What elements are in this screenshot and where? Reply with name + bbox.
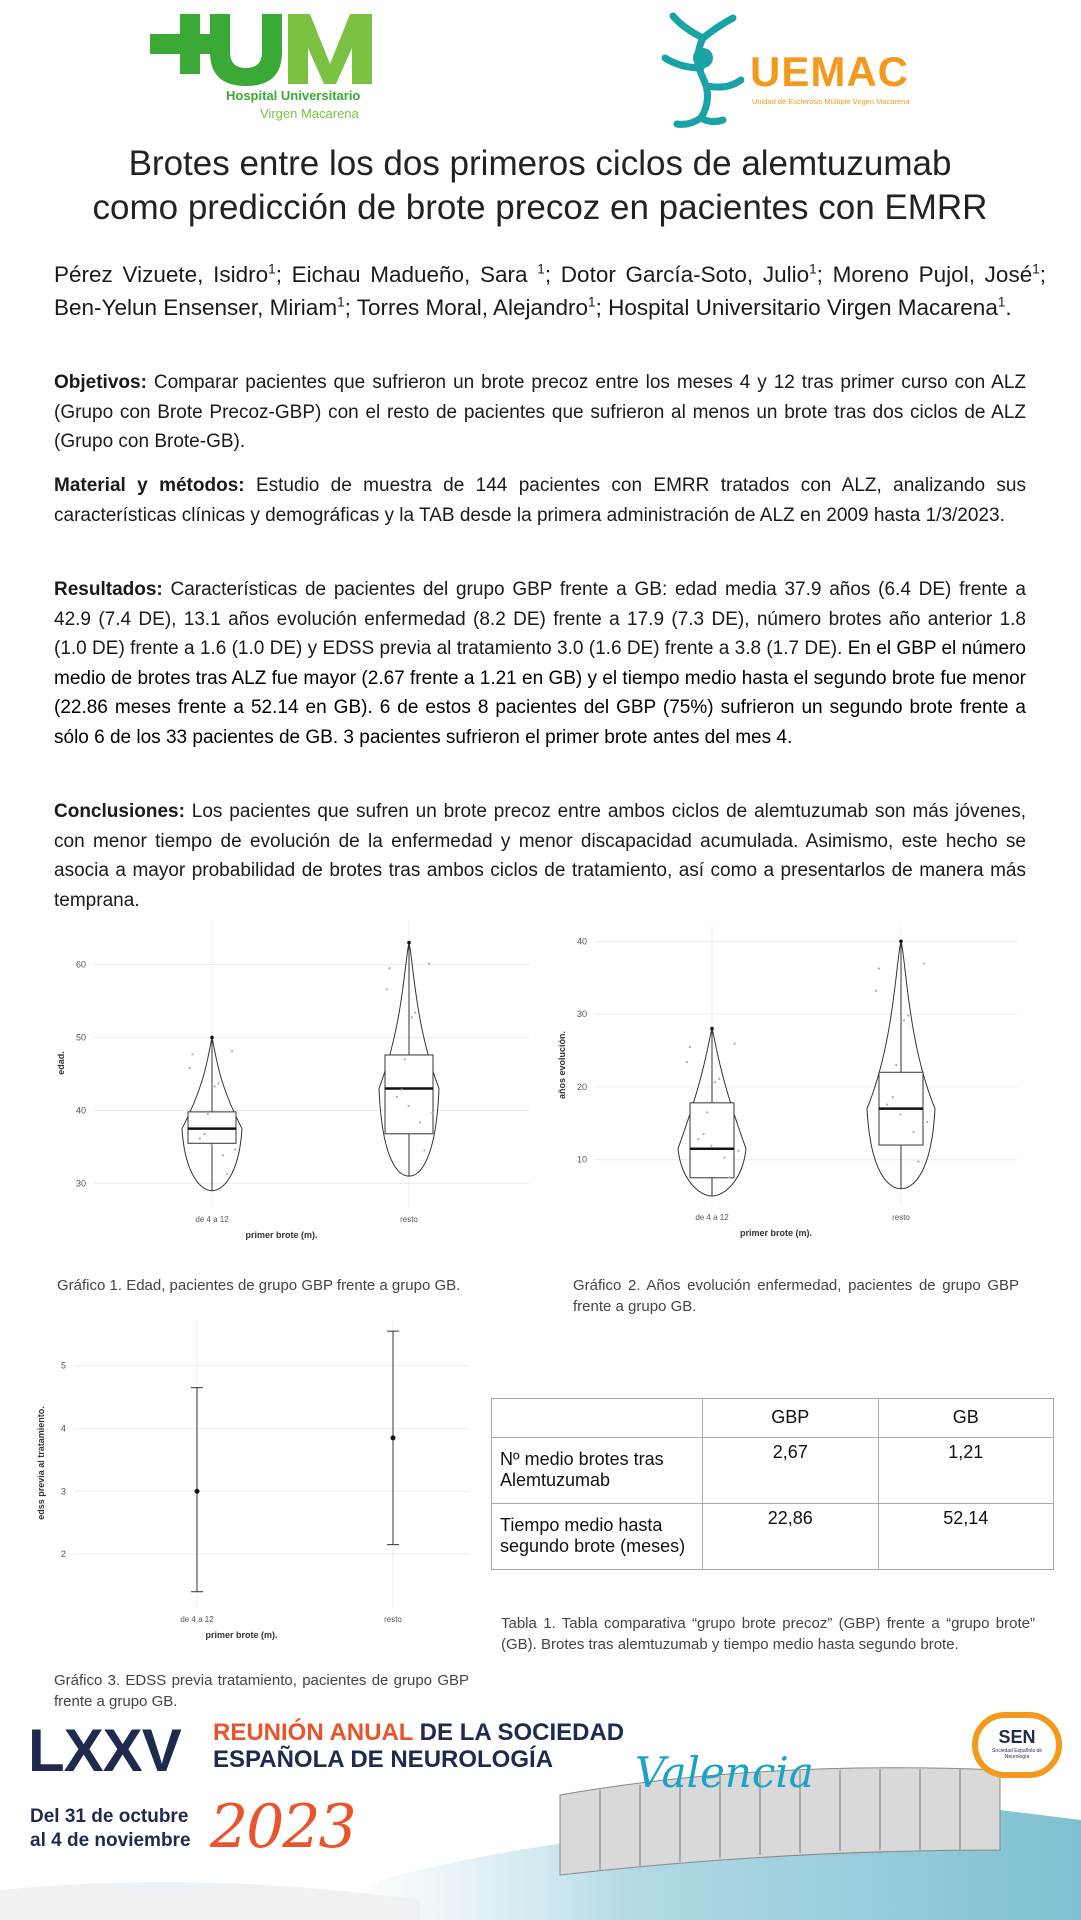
conclusiones-label: Conclusiones: bbox=[54, 801, 185, 822]
data-point bbox=[210, 1144, 212, 1146]
data-point bbox=[723, 1156, 725, 1158]
y-tick-label: 5 bbox=[60, 1360, 66, 1371]
y-tick-label: 60 bbox=[75, 959, 86, 970]
table-row-label: Nº medio brotes tras Alemtuzumab bbox=[492, 1437, 703, 1503]
affiliation-mark: 1 bbox=[268, 261, 276, 277]
affiliation-mark: 1 bbox=[1032, 261, 1040, 277]
congress-banner bbox=[0, 1700, 1081, 1920]
data-point bbox=[423, 1149, 425, 1151]
page-title bbox=[40, 142, 1040, 230]
max-point bbox=[710, 1027, 714, 1031]
table-row-label: Tiempo medio hasta segundo brote (meses) bbox=[492, 1503, 703, 1569]
banner-line-2: ESPAÑOLA DE NEUROLOGÍA bbox=[213, 1746, 554, 1773]
comparison-table bbox=[491, 1398, 1054, 1570]
sen-subtitle: Sociedad Española de Neurología bbox=[991, 1748, 1043, 1760]
table-cell-gb: 1,21 bbox=[878, 1437, 1054, 1503]
y-tick-label: 40 bbox=[576, 936, 587, 947]
author-6: ; Torres Moral, Alejandro bbox=[344, 295, 589, 320]
author-5: ; Ben-Yelun Ensenser, Miriam bbox=[54, 262, 1046, 320]
x-axis-label: primer brote (m). bbox=[205, 1630, 278, 1640]
banner-city: Valencia bbox=[635, 1748, 814, 1797]
data-point bbox=[886, 1103, 888, 1105]
data-point bbox=[386, 988, 388, 990]
conclusiones-text: Los pacientes que sufren un brote precoz entre ambos ciclos de alemtuzumab son más jóvenes, con menor tiempo de evolución de la enfermedad y menor discapacidad acumulada. Asimismo, este hecho se asocia a mayor probabilidad de brotes tras ambos ciclos de tratamiento, así como a presentarlos de manera más temprana. bbox=[54, 801, 1026, 911]
banner-line-1 bbox=[213, 1719, 624, 1747]
data-point bbox=[199, 1138, 201, 1140]
data-point bbox=[734, 1043, 736, 1045]
data-point bbox=[899, 1113, 901, 1115]
x-tick-label: resto bbox=[892, 1213, 910, 1222]
banner-numeral: LXXV bbox=[28, 1717, 181, 1784]
box bbox=[690, 1103, 734, 1178]
y-axis-label: edad. bbox=[56, 1051, 66, 1075]
data-point bbox=[407, 1105, 409, 1107]
data-point bbox=[907, 1014, 909, 1016]
x-tick-label: resto bbox=[384, 1615, 402, 1624]
section-material bbox=[54, 471, 1026, 530]
max-point bbox=[899, 939, 903, 943]
uemac-logo bbox=[655, 8, 935, 133]
mean-point bbox=[391, 1435, 396, 1440]
banner-dates-1: Del 31 de octubre bbox=[30, 1806, 189, 1827]
x-axis-label: primer brote (m). bbox=[245, 1230, 318, 1240]
y-axis-label: edss previa al tratamiento. bbox=[36, 1406, 46, 1520]
y-tick-label: 3 bbox=[60, 1486, 66, 1497]
uemac-neuron-icon bbox=[655, 8, 750, 133]
mean-point bbox=[195, 1489, 200, 1494]
data-point bbox=[404, 1058, 406, 1060]
x-tick-label: de 4 a 12 bbox=[695, 1213, 729, 1222]
data-point bbox=[710, 1145, 712, 1147]
data-point bbox=[706, 1111, 708, 1113]
data-point bbox=[396, 1096, 398, 1098]
y-tick-label: 10 bbox=[576, 1154, 587, 1165]
data-point bbox=[189, 1067, 191, 1069]
data-point bbox=[401, 1089, 403, 1091]
table-cell-gb: 52,14 bbox=[878, 1503, 1054, 1569]
uemac-subtitle: Unidad de Esclerosis Múltiple Virgen Macarena bbox=[752, 97, 910, 106]
data-point bbox=[222, 1154, 224, 1156]
resultados-label: Resultados: bbox=[54, 579, 163, 600]
x-tick-label: de 4 a 12 bbox=[180, 1615, 214, 1624]
banner-line-1b: DE LA SOCIEDAD bbox=[413, 1719, 625, 1746]
table-header-cell: GBP bbox=[703, 1399, 879, 1438]
data-point bbox=[728, 1176, 730, 1178]
table-row bbox=[492, 1503, 1054, 1569]
table-header-cell: GB bbox=[878, 1399, 1054, 1438]
author-2: ; Eichau Madueño, Sara bbox=[275, 262, 538, 287]
data-point bbox=[204, 1133, 206, 1135]
objetivos-text: Comparar pacientes que sufrieron un brote precoz entre los meses 4 y 12 tras primer curso con ALZ (Grupo con Brote Precoz-GBP) con el resto de pacientes que sufrieron al menos un brote tras dos ciclos de ALZ (Grupo con Brote-GB). bbox=[54, 372, 1026, 452]
sen-mark: SEN bbox=[998, 1727, 1036, 1747]
x-axis-label: primer brote (m). bbox=[739, 1228, 813, 1238]
banner-line-1a: REUNIÓN ANUAL bbox=[213, 1719, 414, 1746]
data-point bbox=[703, 1133, 705, 1135]
data-point bbox=[231, 1050, 233, 1052]
banner-dates-2: al 4 de noviembre bbox=[30, 1830, 191, 1851]
data-point bbox=[923, 962, 925, 964]
data-point bbox=[414, 1012, 416, 1014]
data-point bbox=[912, 1131, 914, 1133]
x-tick-label: resto bbox=[400, 1215, 418, 1224]
data-point bbox=[697, 1138, 699, 1140]
section-resultados bbox=[54, 575, 1026, 752]
uemac-mark: UEMAC bbox=[750, 48, 909, 95]
author-4: ; Moreno Pujol, José bbox=[816, 262, 1033, 287]
data-point bbox=[917, 1160, 919, 1162]
huvm-mark bbox=[148, 12, 378, 87]
data-point bbox=[875, 990, 877, 992]
data-point bbox=[207, 1113, 209, 1115]
table-row bbox=[492, 1437, 1054, 1503]
resultados-text-2: En el GBP el número medio de brotes tras ALZ fue mayor (2.67 frente a 1.21 en GB) y el tiempo medio hasta el segundo brote fue menor (22.86 meses frente a 52.14 en GB). 6 de estos 8 pacientes del GBP (75%) sufrieron un segundo brote frente a sólo 6 de los 33 pacientes de GB. 3 pacientes sufrieron el primer brote antes del mes 4. bbox=[54, 638, 1026, 748]
y-tick-label: 50 bbox=[75, 1032, 86, 1043]
resultados-text: Características de pacientes del grupo GBP frente a GB: edad media 37.9 años (6.4 DE) frente a 42.9 (7.4 DE), 13.1 años evolución enfermedad (8.2 DE) frente a 17.9 (7.3 DE), número brotes año anterior 1.8 (1.0 DE) frente a 1.6 (1.0 DE) y EDSS previa al tratamiento 3.0 (1.6 DE) frente a 3.8 (1.7 DE). bbox=[54, 579, 1026, 659]
authors bbox=[54, 258, 1046, 324]
chart-2-caption: Gráfico 2. Años evolución enfermedad, pacientes de grupo GBP frente a grupo GB. bbox=[573, 1277, 1019, 1315]
y-tick-label: 30 bbox=[576, 1009, 587, 1020]
data-point bbox=[737, 1150, 739, 1152]
y-tick-label: 30 bbox=[75, 1178, 86, 1189]
table-header-cell bbox=[492, 1399, 703, 1438]
material-label: Material y métodos: bbox=[54, 475, 245, 496]
data-point bbox=[431, 1112, 433, 1114]
table-header-row bbox=[492, 1399, 1054, 1438]
data-point bbox=[388, 967, 390, 969]
material-text: Estudio de muestra de 144 pacientes con EMRR tratados con ALZ, analizando sus características clínicas y demográficas y la TAB desde la primera administración de ALZ en 2009 hasta 1/3/2023. bbox=[54, 475, 1026, 526]
huvm-logo bbox=[148, 12, 378, 124]
data-point bbox=[226, 1173, 228, 1175]
section-conclusiones bbox=[54, 797, 1026, 915]
huvm-line1: Hospital Universitario bbox=[226, 88, 361, 103]
y-tick-label: 4 bbox=[60, 1423, 66, 1434]
author-1: Pérez Vizuete, Isidro bbox=[54, 262, 269, 287]
data-point bbox=[686, 1061, 688, 1063]
title-line-1: Brotes entre los dos primeros ciclos de alemtuzumab bbox=[128, 144, 952, 183]
author-institution: ; Hospital Universitario Virgen Macarena bbox=[595, 295, 998, 320]
data-point bbox=[419, 1121, 421, 1123]
chart-3-caption: Gráfico 3. EDSS previa tratamiento, pacientes de grupo GBP frente a grupo GB. bbox=[54, 1672, 469, 1710]
data-point bbox=[217, 1082, 219, 1084]
y-tick-label: 40 bbox=[75, 1105, 86, 1116]
section-objetivos bbox=[54, 368, 1026, 457]
chart-edss bbox=[36, 1318, 474, 1640]
affiliation-mark: 1 bbox=[537, 261, 545, 277]
data-point bbox=[428, 963, 430, 965]
data-point bbox=[895, 1064, 897, 1066]
table-caption: Tabla 1. Tabla comparativa “grupo brote precoz” (GBP) frente a “grupo brote” (GB). Brotes tras alemtuzumab y tiempo medio hasta segundo brote. bbox=[501, 1615, 1035, 1653]
table-cell-gbp: 2,67 bbox=[703, 1437, 879, 1503]
data-point bbox=[411, 1016, 413, 1018]
box bbox=[385, 1055, 433, 1134]
data-point bbox=[191, 1053, 193, 1055]
affiliation-mark: 1 bbox=[809, 261, 817, 277]
affiliation-mark: 1 bbox=[588, 294, 596, 310]
objetivos-label: Objetivos: bbox=[54, 372, 147, 393]
banner-year: 2023 bbox=[210, 1792, 355, 1862]
y-tick-label: 20 bbox=[576, 1081, 587, 1092]
data-point bbox=[926, 1121, 928, 1123]
table-cell-gbp: 22,86 bbox=[703, 1503, 879, 1569]
data-point bbox=[689, 1046, 691, 1048]
data-point bbox=[714, 1081, 716, 1083]
huvm-line2: Virgen Macarena bbox=[260, 106, 359, 121]
affiliation-mark: 1 bbox=[337, 294, 345, 310]
data-point bbox=[718, 1078, 720, 1080]
data-point bbox=[214, 1085, 216, 1087]
author-3: ; Dotor García-Soto, Julio bbox=[544, 262, 810, 287]
chart-edad bbox=[54, 918, 534, 1250]
title-line-2: como predicción de brote precoz en pacientes con EMRR bbox=[92, 188, 988, 227]
chart-anos-evolucion bbox=[555, 918, 1025, 1250]
data-point bbox=[234, 1148, 236, 1150]
y-axis-label: años evolución. bbox=[557, 1030, 567, 1100]
data-point bbox=[903, 1019, 905, 1021]
chart-1-caption: Gráfico 1. Edad, pacientes de grupo GBP frente a grupo GB. bbox=[57, 1277, 461, 1294]
sen-logo bbox=[972, 1712, 1062, 1778]
max-point bbox=[210, 1036, 214, 1040]
y-tick-label: 2 bbox=[60, 1549, 66, 1560]
data-point bbox=[878, 967, 880, 969]
max-point bbox=[407, 941, 411, 945]
data-point bbox=[892, 1096, 894, 1098]
affiliation-mark: 1 bbox=[997, 294, 1006, 310]
x-tick-label: de 4 a 12 bbox=[195, 1215, 229, 1224]
authors-end: . bbox=[1005, 295, 1012, 320]
